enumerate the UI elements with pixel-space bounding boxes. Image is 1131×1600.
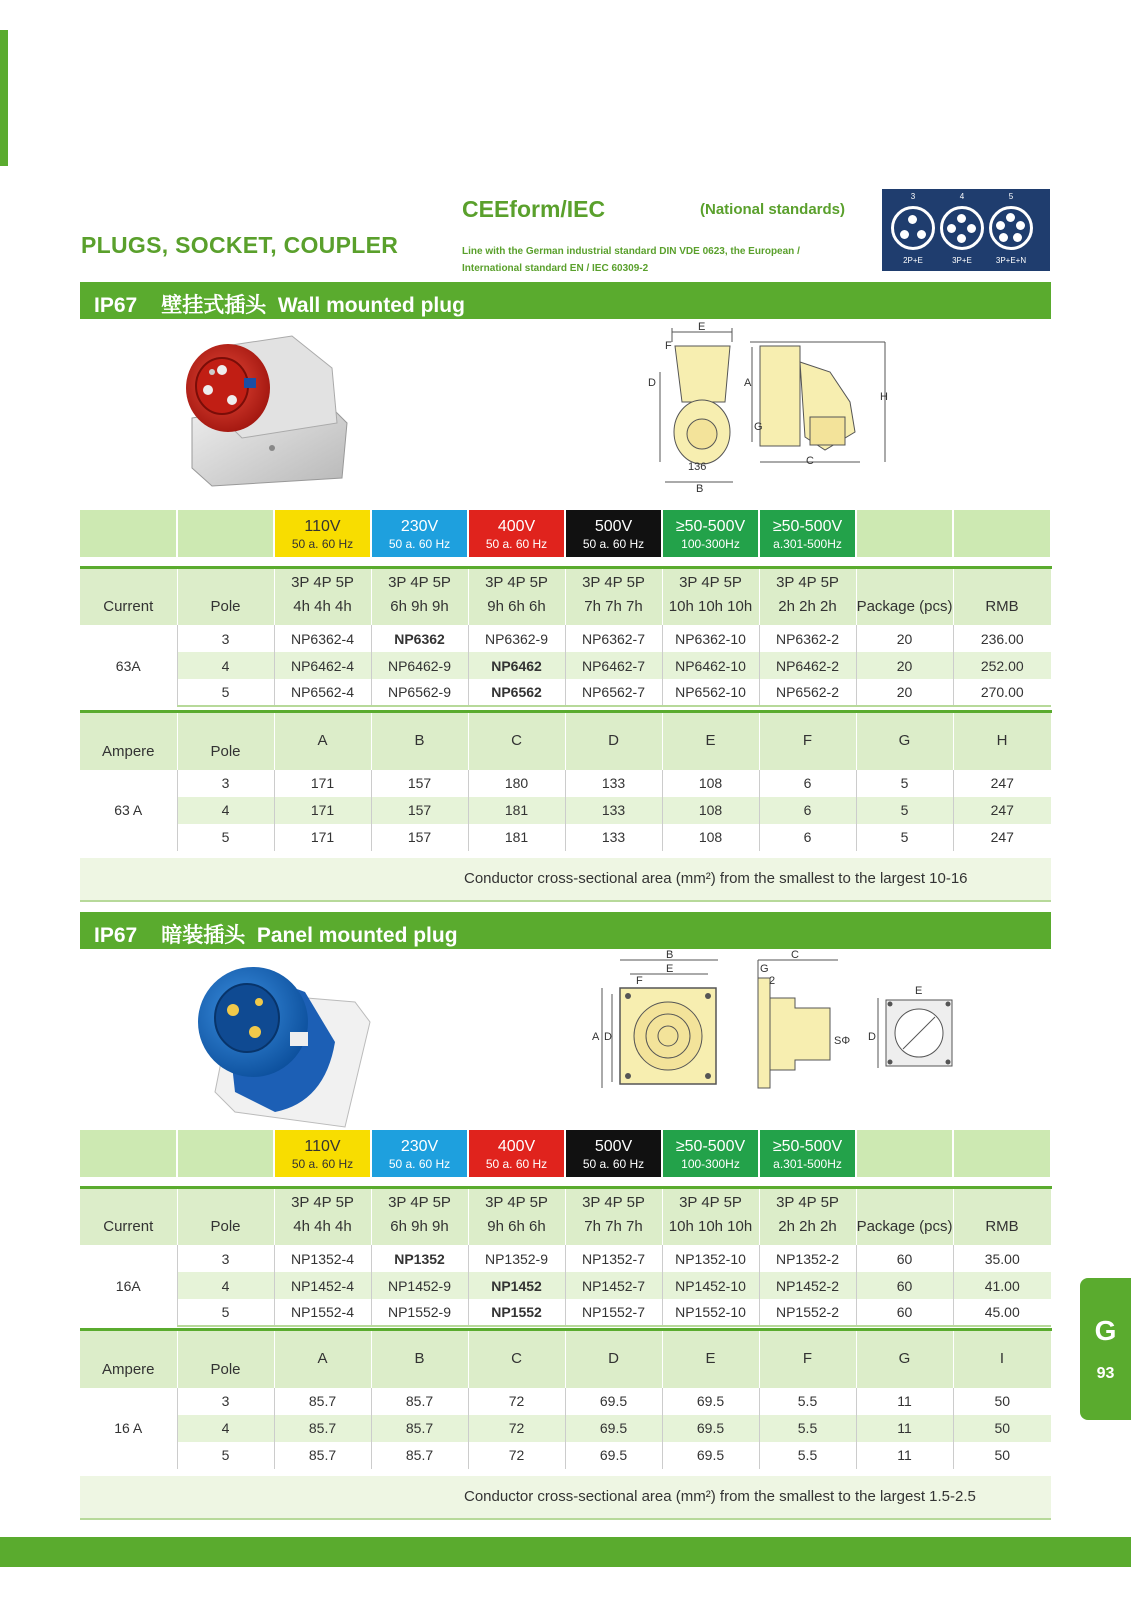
ip-rating: IP67 xyxy=(94,924,138,947)
panel-mounted-plug-photo xyxy=(195,962,375,1137)
dim-value: 6 xyxy=(759,797,856,824)
table-row xyxy=(80,770,1051,797)
voltage-50-500v-low xyxy=(662,510,759,557)
dim-label-b: B xyxy=(666,949,674,961)
section-title-cn: 壁挂式插头 xyxy=(161,294,267,317)
voltage-value: 500V xyxy=(594,518,633,535)
product-code: NP1552-10 xyxy=(662,1299,759,1326)
variant-header: 3P 4P 5P 10h 10h 10h xyxy=(662,567,759,625)
dim-col-header: E xyxy=(662,712,759,770)
dim-value: 85.7 xyxy=(274,1442,371,1469)
national-standards-label: (National standards) xyxy=(700,201,846,218)
dim-value: 85.7 xyxy=(371,1388,468,1415)
table-row xyxy=(80,1299,1051,1326)
table-row xyxy=(80,652,1051,679)
dim-label-2: 2 xyxy=(769,975,776,987)
dim-col-header: B xyxy=(371,712,468,770)
conductor-note-text: Conductor cross-sectional area (mm²) from the smallest to the largest 10-16 xyxy=(464,870,968,887)
ampere-header: Ampere xyxy=(80,712,177,770)
dim-value: 6 xyxy=(759,770,856,797)
voltage-50-500v-low xyxy=(662,1130,759,1177)
product-code: NP1552 xyxy=(468,1299,565,1326)
wall-mounted-plug-photo xyxy=(182,328,357,488)
product-code: NP6362-7 xyxy=(565,625,662,652)
dim-value: 72 xyxy=(468,1388,565,1415)
variant-header: 3P 4P 5P 9h 6h 6h xyxy=(468,567,565,625)
product-code: NP6562-10 xyxy=(662,679,759,706)
frequency-value: 50 a. 60 Hz xyxy=(291,537,354,551)
current-header: Current xyxy=(80,567,177,625)
variant-header: 3P 4P 5P 6h 9h 9h xyxy=(371,567,468,625)
pole-value: 3 xyxy=(177,770,274,797)
frequency-value: a.301-500Hz xyxy=(773,537,842,551)
frequency-value: a.301-500Hz xyxy=(773,1157,842,1171)
dim-label-f: F xyxy=(665,340,672,352)
product-code: NP1452 xyxy=(468,1272,565,1299)
panel-mounted-plug-drawing xyxy=(590,948,980,1098)
socket-5pin-icon xyxy=(989,206,1033,250)
dim-label-a: A xyxy=(592,1031,600,1043)
dim-label-c: C xyxy=(791,949,799,961)
frequency-value: 50 a. 60 Hz xyxy=(388,537,451,551)
voltage-value: ≥50-500V xyxy=(675,518,746,535)
variant-header: 3P 4P 5P 7h 7h 7h xyxy=(565,567,662,625)
pole-label-3pen: 3P+E+N xyxy=(995,256,1027,265)
pole-value: 3 xyxy=(177,1245,274,1272)
dim-value: 108 xyxy=(662,770,759,797)
pole-value: 5 xyxy=(177,1299,274,1326)
dim-value: 133 xyxy=(565,824,662,851)
package-value: 60 xyxy=(856,1299,953,1326)
frequency-value: 50 a. 60 Hz xyxy=(485,1157,548,1171)
pole-value: 3 xyxy=(177,1388,274,1415)
product-code: NP1352 xyxy=(371,1245,468,1272)
pole-count-3: 3 xyxy=(910,192,916,201)
product-code: NP6462-10 xyxy=(662,652,759,679)
dim-value: 181 xyxy=(468,824,565,851)
voltage-50-500v-high xyxy=(759,1130,856,1177)
voltage-value: ≥50-500V xyxy=(675,1138,746,1155)
pole-value: 3 xyxy=(177,625,274,652)
voltage-empty-cell xyxy=(953,1130,1051,1177)
table-row xyxy=(80,679,1051,706)
dim-label-g: G xyxy=(754,421,763,433)
dim-value: 133 xyxy=(565,770,662,797)
dim-label-h: H xyxy=(880,391,888,403)
dim-value: 11 xyxy=(856,1415,953,1442)
variant-header: 3P 4P 5P 2h 2h 2h xyxy=(759,1187,856,1245)
package-value: 20 xyxy=(856,679,953,706)
price-value: 35.00 xyxy=(953,1245,1051,1272)
panel-plug-product-table xyxy=(80,1130,1052,1327)
voltage-value: 230V xyxy=(400,518,439,535)
voltage-empty-cell xyxy=(80,1130,177,1177)
dim-value: 6 xyxy=(759,824,856,851)
package-value: 60 xyxy=(856,1272,953,1299)
pole-value: 5 xyxy=(177,679,274,706)
pole-value: 4 xyxy=(177,1272,274,1299)
voltage-500v xyxy=(565,510,662,557)
wall-plug-dimension-table xyxy=(80,710,1052,851)
product-code: NP1352-10 xyxy=(662,1245,759,1272)
dim-value: 69.5 xyxy=(662,1415,759,1442)
voltage-400v xyxy=(468,1130,565,1177)
brand-title: PLUGS, SOCKET, COUPLER xyxy=(81,232,399,258)
frequency-value: 50 a. 60 Hz xyxy=(582,1157,645,1171)
dim-col-header: I xyxy=(953,1330,1051,1388)
dim-label-d: D xyxy=(648,377,656,389)
product-code: NP6362 xyxy=(371,625,468,652)
pole-count-5: 5 xyxy=(1008,192,1014,201)
product-code: NP6562-7 xyxy=(565,679,662,706)
product-code: NP1452-4 xyxy=(274,1272,371,1299)
product-code: NP1452-2 xyxy=(759,1272,856,1299)
dim-col-header: A xyxy=(274,712,371,770)
panel-plug-dimension-table xyxy=(80,1328,1052,1469)
section-header-wall-mounted xyxy=(80,282,1051,319)
product-code: NP1352-2 xyxy=(759,1245,856,1272)
dim-value: 5 xyxy=(856,770,953,797)
dim-col-header: F xyxy=(759,1330,856,1388)
wall-mounted-plug-drawing xyxy=(630,322,910,500)
dim-value: 181 xyxy=(468,797,565,824)
dim-label-d: D xyxy=(604,1031,612,1043)
dim-col-header: F xyxy=(759,712,856,770)
rmb-header: RMB xyxy=(953,1187,1051,1245)
price-value: 236.00 xyxy=(953,625,1051,652)
package-value: 20 xyxy=(856,625,953,652)
ip-rating: IP67 xyxy=(94,294,138,317)
dim-value: 5.5 xyxy=(759,1415,856,1442)
frequency-value: 50 a. 60 Hz xyxy=(388,1157,451,1171)
dim-col-header: A xyxy=(274,1330,371,1388)
pole-header: Pole xyxy=(177,567,274,625)
dim-label-d-side: D xyxy=(868,1031,876,1043)
product-code: NP1552-7 xyxy=(565,1299,662,1326)
dim-col-header: C xyxy=(468,1330,565,1388)
pole-header: Pole xyxy=(177,1187,274,1245)
voltage-value: 500V xyxy=(594,1138,633,1155)
dim-value: 247 xyxy=(953,770,1051,797)
table-row xyxy=(80,625,1051,652)
dim-label-g: G xyxy=(760,963,769,975)
frequency-value: 100-300Hz xyxy=(681,1157,740,1171)
product-code: NP1352-7 xyxy=(565,1245,662,1272)
standard-description: Line with the German industrial standard DIN VDE 0623, the European / International standard EN / IEC 60309-2 xyxy=(462,246,800,274)
dim-value: 157 xyxy=(371,770,468,797)
voltage-empty-cell xyxy=(80,510,177,557)
ampere-value: 63 A xyxy=(80,770,177,851)
pole-header: Pole xyxy=(177,1330,274,1388)
variant-header: 3P 4P 5P 10h 10h 10h xyxy=(662,1187,759,1245)
dim-label-b: B xyxy=(696,483,704,495)
dim-value: 171 xyxy=(274,824,371,851)
dim-col-header: G xyxy=(856,712,953,770)
dim-value: 72 xyxy=(468,1442,565,1469)
dim-col-header: C xyxy=(468,712,565,770)
voltage-value: ≥50-500V xyxy=(772,1138,843,1155)
variant-header: 3P 4P 5P 4h 4h 4h xyxy=(274,567,371,625)
dim-value: 50 xyxy=(953,1388,1051,1415)
pole-value: 4 xyxy=(177,1415,274,1442)
product-code: NP1452-10 xyxy=(662,1272,759,1299)
dim-value: 85.7 xyxy=(371,1442,468,1469)
dim-label-e: E xyxy=(666,963,674,975)
pole-value: 4 xyxy=(177,652,274,679)
dim-label-a: A xyxy=(744,377,752,389)
socket-4pin-icon xyxy=(940,206,984,250)
dim-label-c: C xyxy=(806,455,814,467)
footer-bar xyxy=(0,1537,1131,1567)
product-code: NP6562-2 xyxy=(759,679,856,706)
pole-label-2pe: 2P+E xyxy=(903,256,923,265)
dim-label-s-phi: SΦ xyxy=(834,1035,851,1047)
dim-value: 171 xyxy=(274,770,371,797)
frequency-value: 50 a. 60 Hz xyxy=(485,537,548,551)
dim-col-header: E xyxy=(662,1330,759,1388)
dim-value: 11 xyxy=(856,1442,953,1469)
pole-value: 5 xyxy=(177,1442,274,1469)
product-code: NP1352-9 xyxy=(468,1245,565,1272)
ampere-value: 16 A xyxy=(80,1388,177,1469)
voltage-value: ≥50-500V xyxy=(772,518,843,535)
current-header: Current xyxy=(80,1187,177,1245)
dim-value: 50 xyxy=(953,1442,1051,1469)
chapter-letter: G xyxy=(1094,1315,1117,1346)
dim-label-136: 136 xyxy=(688,461,707,473)
voltage-110v xyxy=(274,1130,371,1177)
variant-header: 3P 4P 5P 9h 6h 6h xyxy=(468,1187,565,1245)
dim-value: 5.5 xyxy=(759,1388,856,1415)
price-value: 270.00 xyxy=(953,679,1051,706)
product-code: NP1552-4 xyxy=(274,1299,371,1326)
dim-value: 69.5 xyxy=(662,1388,759,1415)
package-header: Package (pcs) xyxy=(856,1187,953,1245)
price-value: 45.00 xyxy=(953,1299,1051,1326)
package-header: Package (pcs) xyxy=(856,567,953,625)
dim-col-header: H xyxy=(953,712,1051,770)
frequency-value: 50 a. 60 Hz xyxy=(582,537,645,551)
dim-value: 85.7 xyxy=(274,1415,371,1442)
voltage-empty-cell xyxy=(177,1130,274,1177)
dim-label-e: E xyxy=(698,322,706,333)
dim-value: 171 xyxy=(274,797,371,824)
table-row xyxy=(80,1442,1051,1469)
dim-value: 247 xyxy=(953,824,1051,851)
pole-config-badge xyxy=(882,189,1050,271)
conductor-note xyxy=(80,1476,1051,1520)
product-code: NP6362-2 xyxy=(759,625,856,652)
package-value: 20 xyxy=(856,652,953,679)
voltage-500v xyxy=(565,1130,662,1177)
voltage-400v xyxy=(468,510,565,557)
dim-value: 108 xyxy=(662,824,759,851)
dim-value: 5 xyxy=(856,797,953,824)
voltage-110v xyxy=(274,510,371,557)
dim-value: 157 xyxy=(371,797,468,824)
voltage-value: 400V xyxy=(497,1138,536,1155)
voltage-value: 400V xyxy=(497,518,536,535)
voltage-empty-cell xyxy=(953,510,1051,557)
pole-value: 4 xyxy=(177,797,274,824)
variant-header: 3P 4P 5P 7h 7h 7h xyxy=(565,1187,662,1245)
dim-value: 247 xyxy=(953,797,1051,824)
product-code: NP6462-2 xyxy=(759,652,856,679)
pole-label-3pe: 3P+E xyxy=(952,256,972,265)
conductor-note-text: Conductor cross-sectional area (mm²) from the smallest to the largest 1.5-2.5 xyxy=(464,1488,976,1505)
table-row xyxy=(80,1415,1051,1442)
table-row xyxy=(80,797,1051,824)
dim-value: 157 xyxy=(371,824,468,851)
product-code: NP1552-2 xyxy=(759,1299,856,1326)
voltage-230v xyxy=(371,1130,468,1177)
table-row xyxy=(80,1245,1051,1272)
voltage-empty-cell xyxy=(856,1130,953,1177)
voltage-value: 110V xyxy=(304,518,341,535)
dim-value: 50 xyxy=(953,1415,1051,1442)
pole-value: 5 xyxy=(177,824,274,851)
dim-value: 5.5 xyxy=(759,1442,856,1469)
product-code: NP6462 xyxy=(468,652,565,679)
rmb-header: RMB xyxy=(953,567,1051,625)
product-code: NP6362-9 xyxy=(468,625,565,652)
dim-col-header: D xyxy=(565,712,662,770)
dim-label-e-side: E xyxy=(915,985,923,997)
voltage-empty-cell xyxy=(177,510,274,557)
product-code: NP6362-4 xyxy=(274,625,371,652)
product-code: NP1452-7 xyxy=(565,1272,662,1299)
variant-header: 3P 4P 5P 4h 4h 4h xyxy=(274,1187,371,1245)
pole-count-4: 4 xyxy=(959,192,965,201)
product-code: NP6462-7 xyxy=(565,652,662,679)
variant-header: 3P 4P 5P 6h 9h 9h xyxy=(371,1187,468,1245)
product-code: NP6462-4 xyxy=(274,652,371,679)
variant-header: 3P 4P 5P 2h 2h 2h xyxy=(759,567,856,625)
ampere-header: Ampere xyxy=(80,1330,177,1388)
dim-value: 69.5 xyxy=(565,1442,662,1469)
voltage-value: 110V xyxy=(304,1138,341,1155)
dim-value: 69.5 xyxy=(565,1415,662,1442)
voltage-value: 230V xyxy=(400,1138,439,1155)
voltage-50-500v-high xyxy=(759,510,856,557)
conductor-note xyxy=(80,858,1051,902)
package-value: 60 xyxy=(856,1245,953,1272)
product-code: NP6362-10 xyxy=(662,625,759,652)
product-code: NP6562-9 xyxy=(371,679,468,706)
price-value: 41.00 xyxy=(953,1272,1051,1299)
dim-value: 85.7 xyxy=(371,1415,468,1442)
section-header-panel-mounted xyxy=(80,912,1051,949)
product-code: NP1452-9 xyxy=(371,1272,468,1299)
frequency-value: 100-300Hz xyxy=(681,537,740,551)
product-code: NP1552-9 xyxy=(371,1299,468,1326)
product-code: NP6562-4 xyxy=(274,679,371,706)
pole-header: Pole xyxy=(177,712,274,770)
dim-col-header: D xyxy=(565,1330,662,1388)
current-value: 63A xyxy=(80,625,177,706)
wall-plug-product-table xyxy=(80,510,1052,707)
section-title-en: Panel mounted plug xyxy=(256,924,458,947)
dim-value: 133 xyxy=(565,797,662,824)
cee-title: CEEform/IEC xyxy=(462,196,606,222)
dim-label-f: F xyxy=(636,975,643,987)
dim-col-header: B xyxy=(371,1330,468,1388)
product-code: NP6462-9 xyxy=(371,652,468,679)
dim-value: 69.5 xyxy=(662,1442,759,1469)
chapter-tab xyxy=(1080,1278,1131,1420)
socket-3pin-icon xyxy=(891,206,935,250)
frequency-value: 50 a. 60 Hz xyxy=(291,1157,354,1171)
price-value: 252.00 xyxy=(953,652,1051,679)
dim-value: 85.7 xyxy=(274,1388,371,1415)
voltage-empty-cell xyxy=(856,510,953,557)
dim-value: 108 xyxy=(662,797,759,824)
page-number: 93 xyxy=(1096,1365,1115,1382)
dim-value: 72 xyxy=(468,1415,565,1442)
dim-value: 180 xyxy=(468,770,565,797)
product-code: NP6562 xyxy=(468,679,565,706)
dim-col-header: G xyxy=(856,1330,953,1388)
table-row xyxy=(80,1272,1051,1299)
voltage-230v xyxy=(371,510,468,557)
side-accent-strip xyxy=(0,30,8,166)
current-value: 16A xyxy=(80,1245,177,1326)
dim-value: 69.5 xyxy=(565,1388,662,1415)
section-title-en: Wall mounted plug xyxy=(277,294,465,317)
section-title-cn: 暗装插头 xyxy=(161,924,246,947)
product-code: NP1352-4 xyxy=(274,1245,371,1272)
table-row xyxy=(80,1388,1051,1415)
table-row xyxy=(80,824,1051,851)
dim-value: 5 xyxy=(856,824,953,851)
dim-value: 11 xyxy=(856,1388,953,1415)
